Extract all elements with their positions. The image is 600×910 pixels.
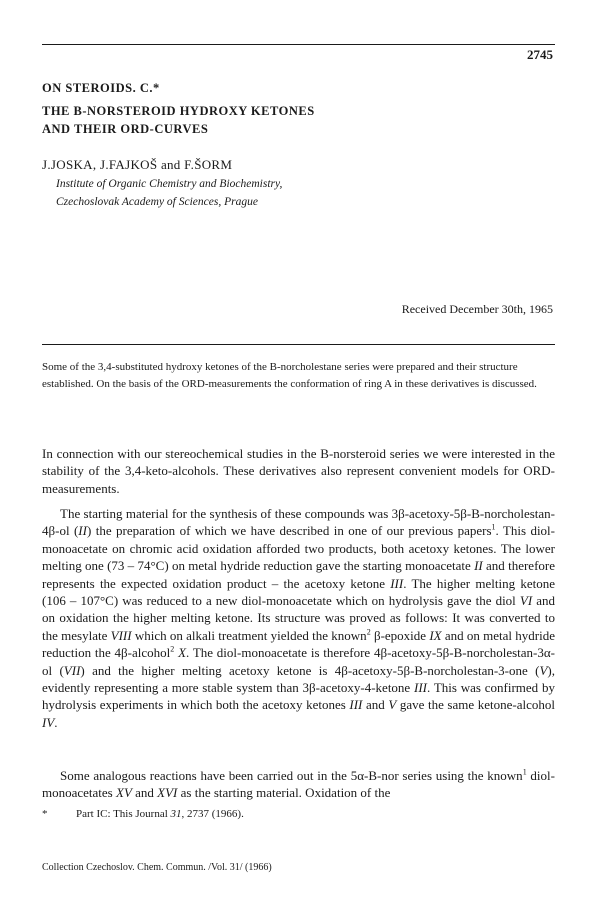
- reference-mark: 1: [491, 523, 496, 533]
- compound-ref: VIII: [110, 627, 132, 643]
- text-span: The starting material for the synthesis of these compounds was 3β-acetoxy-5β-B-norcholestan-4β-ol (: [42, 506, 555, 539]
- text-span: and on metal hydride reduction the 4β-alcohol: [42, 627, 556, 661]
- series-title: ON STEROIDS. C.*: [42, 81, 160, 95]
- text-span: . This was confirmed by hydrolysis experiments in which both the acetoxy ketones: [42, 680, 555, 713]
- journal-footer: Collection Czechoslov. Chem. Commun. /Vol. 31/ (1966): [42, 862, 272, 873]
- compound-ref: XV: [116, 785, 132, 801]
- text-span: and on oxidation the higher melting ketone. Its structure was proved as follows: It was converted to the mesylate: [42, 593, 556, 643]
- body-paragraph-2: [42, 505, 555, 731]
- text-span: which on alkali treatment yielded the known: [131, 627, 367, 643]
- page-number: 2745: [527, 47, 553, 62]
- text-span: . This diol-monoacetate on chromic acid oxidation afforded two products, both acetoxy ketones. The lower melting one (73 – 74°C) on metal hydride reduction gave the starting monoacetate: [42, 523, 555, 574]
- text-span: and: [131, 785, 158, 801]
- compound-ref: IX: [429, 627, 442, 643]
- compound-ref: III: [414, 680, 428, 696]
- compound-ref: VII: [63, 662, 81, 678]
- text-span: diol-monoacetates: [42, 768, 555, 801]
- compound-ref: III: [349, 697, 363, 713]
- text-span: .: [54, 714, 58, 730]
- text-span: as the starting material. Oxidation of the: [177, 785, 391, 801]
- compound-ref: V: [539, 662, 548, 678]
- compound-ref: XVI: [157, 785, 178, 801]
- compound-ref: III: [390, 575, 404, 591]
- top-rule: [42, 44, 555, 45]
- compound-ref: V: [388, 697, 397, 713]
- footnote-volume: 31: [170, 808, 182, 820]
- reference-mark: 2: [366, 627, 371, 637]
- footnote-text: Part IC: This Journal: [76, 808, 171, 820]
- abstract: Some of the 3,4-substituted hydroxy ketones of the B-norcholestane series were prepared and their structure established. On the basis of the ORD-measurements the conformation of ring A in these derivatives is discussed.: [42, 361, 537, 390]
- body-paragraph-3: [42, 767, 555, 802]
- text-span: and: [362, 697, 389, 713]
- text-span: . The diol-monoacetate is therefore 4β-acetoxy-5β-B-norcholestan-3α-ol (: [42, 645, 556, 678]
- compound-ref: X: [178, 645, 187, 661]
- compound-ref: VI: [519, 593, 533, 609]
- received-date: Received December 30th, 1965: [401, 302, 553, 316]
- text-span: gave the same ketone-alcohol: [396, 697, 555, 713]
- reference-mark: 1: [522, 767, 527, 777]
- footnote: [42, 808, 244, 820]
- reference-mark: 2: [170, 644, 175, 654]
- affiliation-line1: Institute of Organic Chemistry and Biochemistry,: [56, 178, 283, 190]
- text-span: Some analogous reactions have been carried out in the 5α-B-nor series using the known: [60, 768, 523, 783]
- text-span: . The higher melting ketone (106 – 107°C) was reduced to a new diol-monoacetate which on hydrolysis gave the diol: [42, 575, 555, 609]
- body-paragraph-1: In connection with our stereochemical studies in the B-norsteroid series we were interested in the stability of the 3,4-keto-alcohols. These derivatives also represent convenient models for ORD-measurements.: [42, 446, 555, 496]
- footnote-mark: *: [42, 808, 48, 820]
- compound-ref: IV: [42, 714, 55, 730]
- affiliation-line2: Czechoslovak Academy of Sciences, Prague: [56, 196, 258, 208]
- compound-ref: II: [78, 523, 87, 539]
- compound-ref: II: [474, 558, 483, 574]
- article-title-line2: AND THEIR ORD-CURVES: [42, 122, 209, 136]
- abstract-rule: [42, 344, 555, 345]
- text-span: ), evidently representing a more stable system than 3β-acetoxy-4-ketone: [42, 662, 555, 696]
- text-span: ) and the higher melting acetoxy ketone is 4β-acetoxy-5β-B-norcholestan-3-one (: [80, 662, 540, 678]
- article-title-line1: THE B-NORSTEROID HYDROXY KETONES: [42, 104, 315, 118]
- footnote-text: , 2737 (1966).: [181, 808, 244, 820]
- text-span: and therefore represents the expected oxidation product – the acetoxy ketone: [42, 558, 555, 591]
- text-span: ) the preparation of which we have described in one of our previous papers: [86, 523, 492, 539]
- text-span: β-epoxide: [370, 627, 430, 643]
- authors: J.JOSKA, J.FAJKOŠ and F.ŠORM: [42, 157, 233, 172]
